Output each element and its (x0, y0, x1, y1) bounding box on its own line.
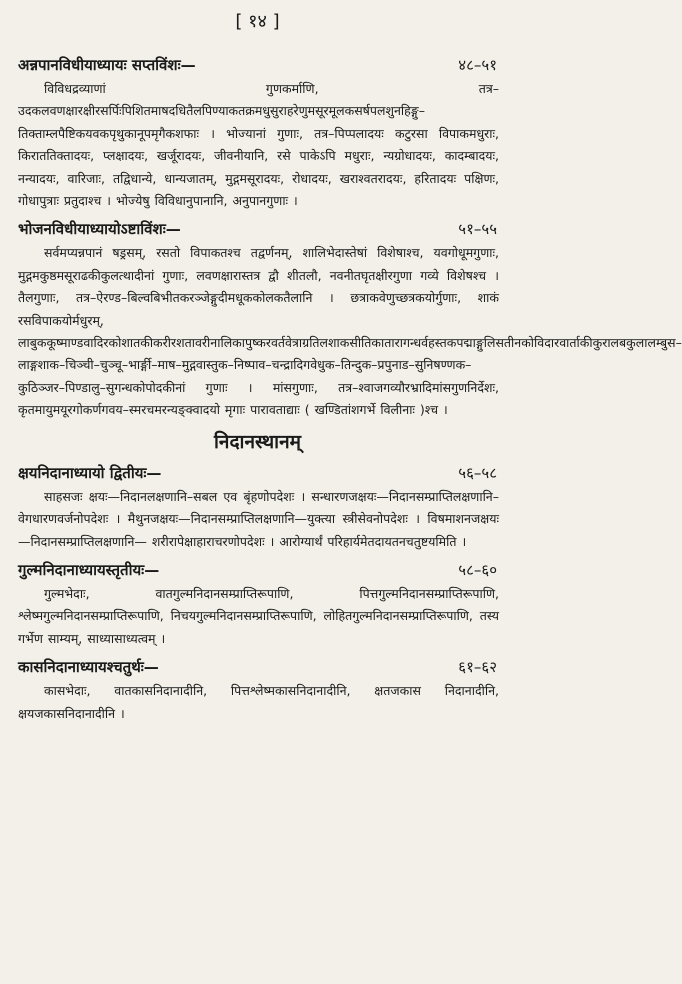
page-range: ६१–६२ (458, 658, 497, 677)
chapter-title: गुल्मनिदानाध्यायस्तृतीयः— (18, 560, 160, 579)
chapter-title: कासनिदानाध्यायश्चतुर्थः— (18, 658, 159, 677)
chapter-title: क्षयनिदानाध्यायो द्वितीयः— (18, 463, 162, 482)
chapter-anna-pana-vidhi (14, 54, 501, 212)
chapter-heading-row (14, 462, 501, 484)
page-range: ४८–५१ (458, 56, 497, 74)
chapter-title: अन्नपानविधीयाध्यायः सप्तविंशः— (18, 56, 196, 74)
chapter-heading-row (14, 54, 501, 76)
chapter-kshaya-nidana (14, 462, 501, 553)
chapter-title: भोजनविधीयाध्यायोऽष्टाविंशः— (18, 220, 181, 239)
chapter-gulma-nidana (14, 559, 501, 650)
page-range: ५६–५८ (458, 463, 497, 482)
chapter-summary: कासभेदाः, वातकासनिदानादीनि, पित्तश्लेष्मकासनिदानादीनि, क्षतजकास निदानादीनि, क्षयजकासनिदानादीनि । (18, 683, 499, 721)
chapter-kasa-nidana (14, 656, 501, 725)
chapter-heading-row (14, 218, 501, 240)
chapter-summary: विविधद्रव्याणां गुणकर्माणि, तत्र–उदकलवणक्षारक्षीरसर्पिःपिशितमाषदधितैलपिण्याकतक्रमधुसुराहरेणुमसूरमूलकसर्षपलशुनहिङ्गु–तिक्ताम्लपैष्टिकयवकपृथुकानूपमृगैकशफाः । भोज्यानां गुणाः, तत्र–पिप्पलादयः कटुरसा विपाकमधुराः, किराततिक्तादयः, प्लक्षादयः, खर्जूरादयः, जीवनीयानि, रसे पाकेऽपि मधुराः, न्यग्रोधादयः, कादम्बादयः, नन्यादयः, वारिजाः, तद्विधान्ये, धान्यजातम्, मुद्गमसूरादयः, रोधादयः, खराश्वतरादयः, हरितादयः पक्षिणः, गोधापुत्राः प्रतुदाश्च । भोज्येषु विविधानुपानानि, अनुपानगुणाः । (18, 81, 499, 209)
chapter-heading-row (14, 559, 501, 581)
page-range: ५१–५५ (458, 220, 497, 239)
page-range: ५८–६० (458, 560, 497, 579)
section-title: निदानस्थानम् (213, 430, 301, 453)
chapter-heading-row (14, 656, 501, 678)
chapter-bhojana-vidhi (14, 218, 682, 421)
chapter-summary: गुल्मभेदाः, वातगुल्मनिदानसम्प्राप्तिरूपाणि, पित्तगुल्मनिदानसम्प्राप्तिरूपाणि, श्लेष्मगुल्मनिदानसम्प्राप्तिरूपाणि, निचयगुल्मनिदानसम्प्राप्तिरूपाणि, लोहितगुल्मनिदानसम्प्राप्तिरूपाणि, तस्य गर्भेण साम्यम्, साध्यासाध्यत्वम् । (18, 585, 499, 646)
chapter-summary: साहसजः क्षयः—निदानलक्षणानि–सबल एव बृंहणोपदेशः । सन्धारणजक्षयः—निदानसम्प्राप्तिलक्षणानि–वेगधारणवर्जनोपदेशः । मैथुनजक्षयः—निदानसम्प्राप्तिलक्षणानि—युक्त्या स्त्रीसेवनोपदेशः । विषमाशनजक्षयः—निदानसम्प्राप्तिलक्षणानि— शरीरापेक्षाहाराचरणोपदेशः । आरोग्यार्थं परिहार्यमेतदायतनचतुष्टयमिति । (18, 488, 499, 549)
page-number: [ १४ ] (235, 11, 280, 32)
chapter-summary: सर्वमप्यन्नपानं षड्रसम्, रसतो विपाकतश्च तद्वर्णनम्, शालिभेदास्तेषां विशेषाश्च, यवगोधूमगुणाः, मुद्गमकुष्ठमसूराढकीकुलत्थादीनां गुणाः, लवणक्षारास्तत्र द्वौ शीतलौ, नवनीतघृतक्षीरगुणा गव्ये विशेषश्च । तैलगुणाः, तत्र–ऐरण्ड–बिल्वबिभीतकरञ्जेङ्गुदीमधूककोलकतैलानि । छत्राकवेणुच्छत्रकयोर्गुणाः, शाकं रसविपाकयोर्मधुरम्, लाबुककूष्माण्डवादिरकोशातकीकरीरशतावरीनालिकापुष्करवर्तवेत्राग्रतिलशाकसीतिकातारागन्धर्वहस्तकपद्माङ्गुलिसतीनकोविदारवार्ताकीकुरालबकुलालम्बुस–लाङ्गशाक–चिञ्ची–चुञ्चू–भार्ङ्गी–माष–मुद्गवास्तुक–निष्पाव–चन्द्रादिगवेधुक–तिन्दुक–प्रपुनाड–सुनिषण्णक–कुठिञ्जर–पिण्डालु–सुगन्धकोपोदकीनां गुणाः । मांसगुणाः, तत्र–श्वाजगव्यौरभ्रादिमांसगुणनिर्देशः, कृतमायुमयूरगोकर्णगवय–स्मरचमरन्यङ्क्वादयो मृगाः पारावताद्याः ( खण्डितांशगर्भे विलीनाः )श्च । (18, 245, 682, 418)
